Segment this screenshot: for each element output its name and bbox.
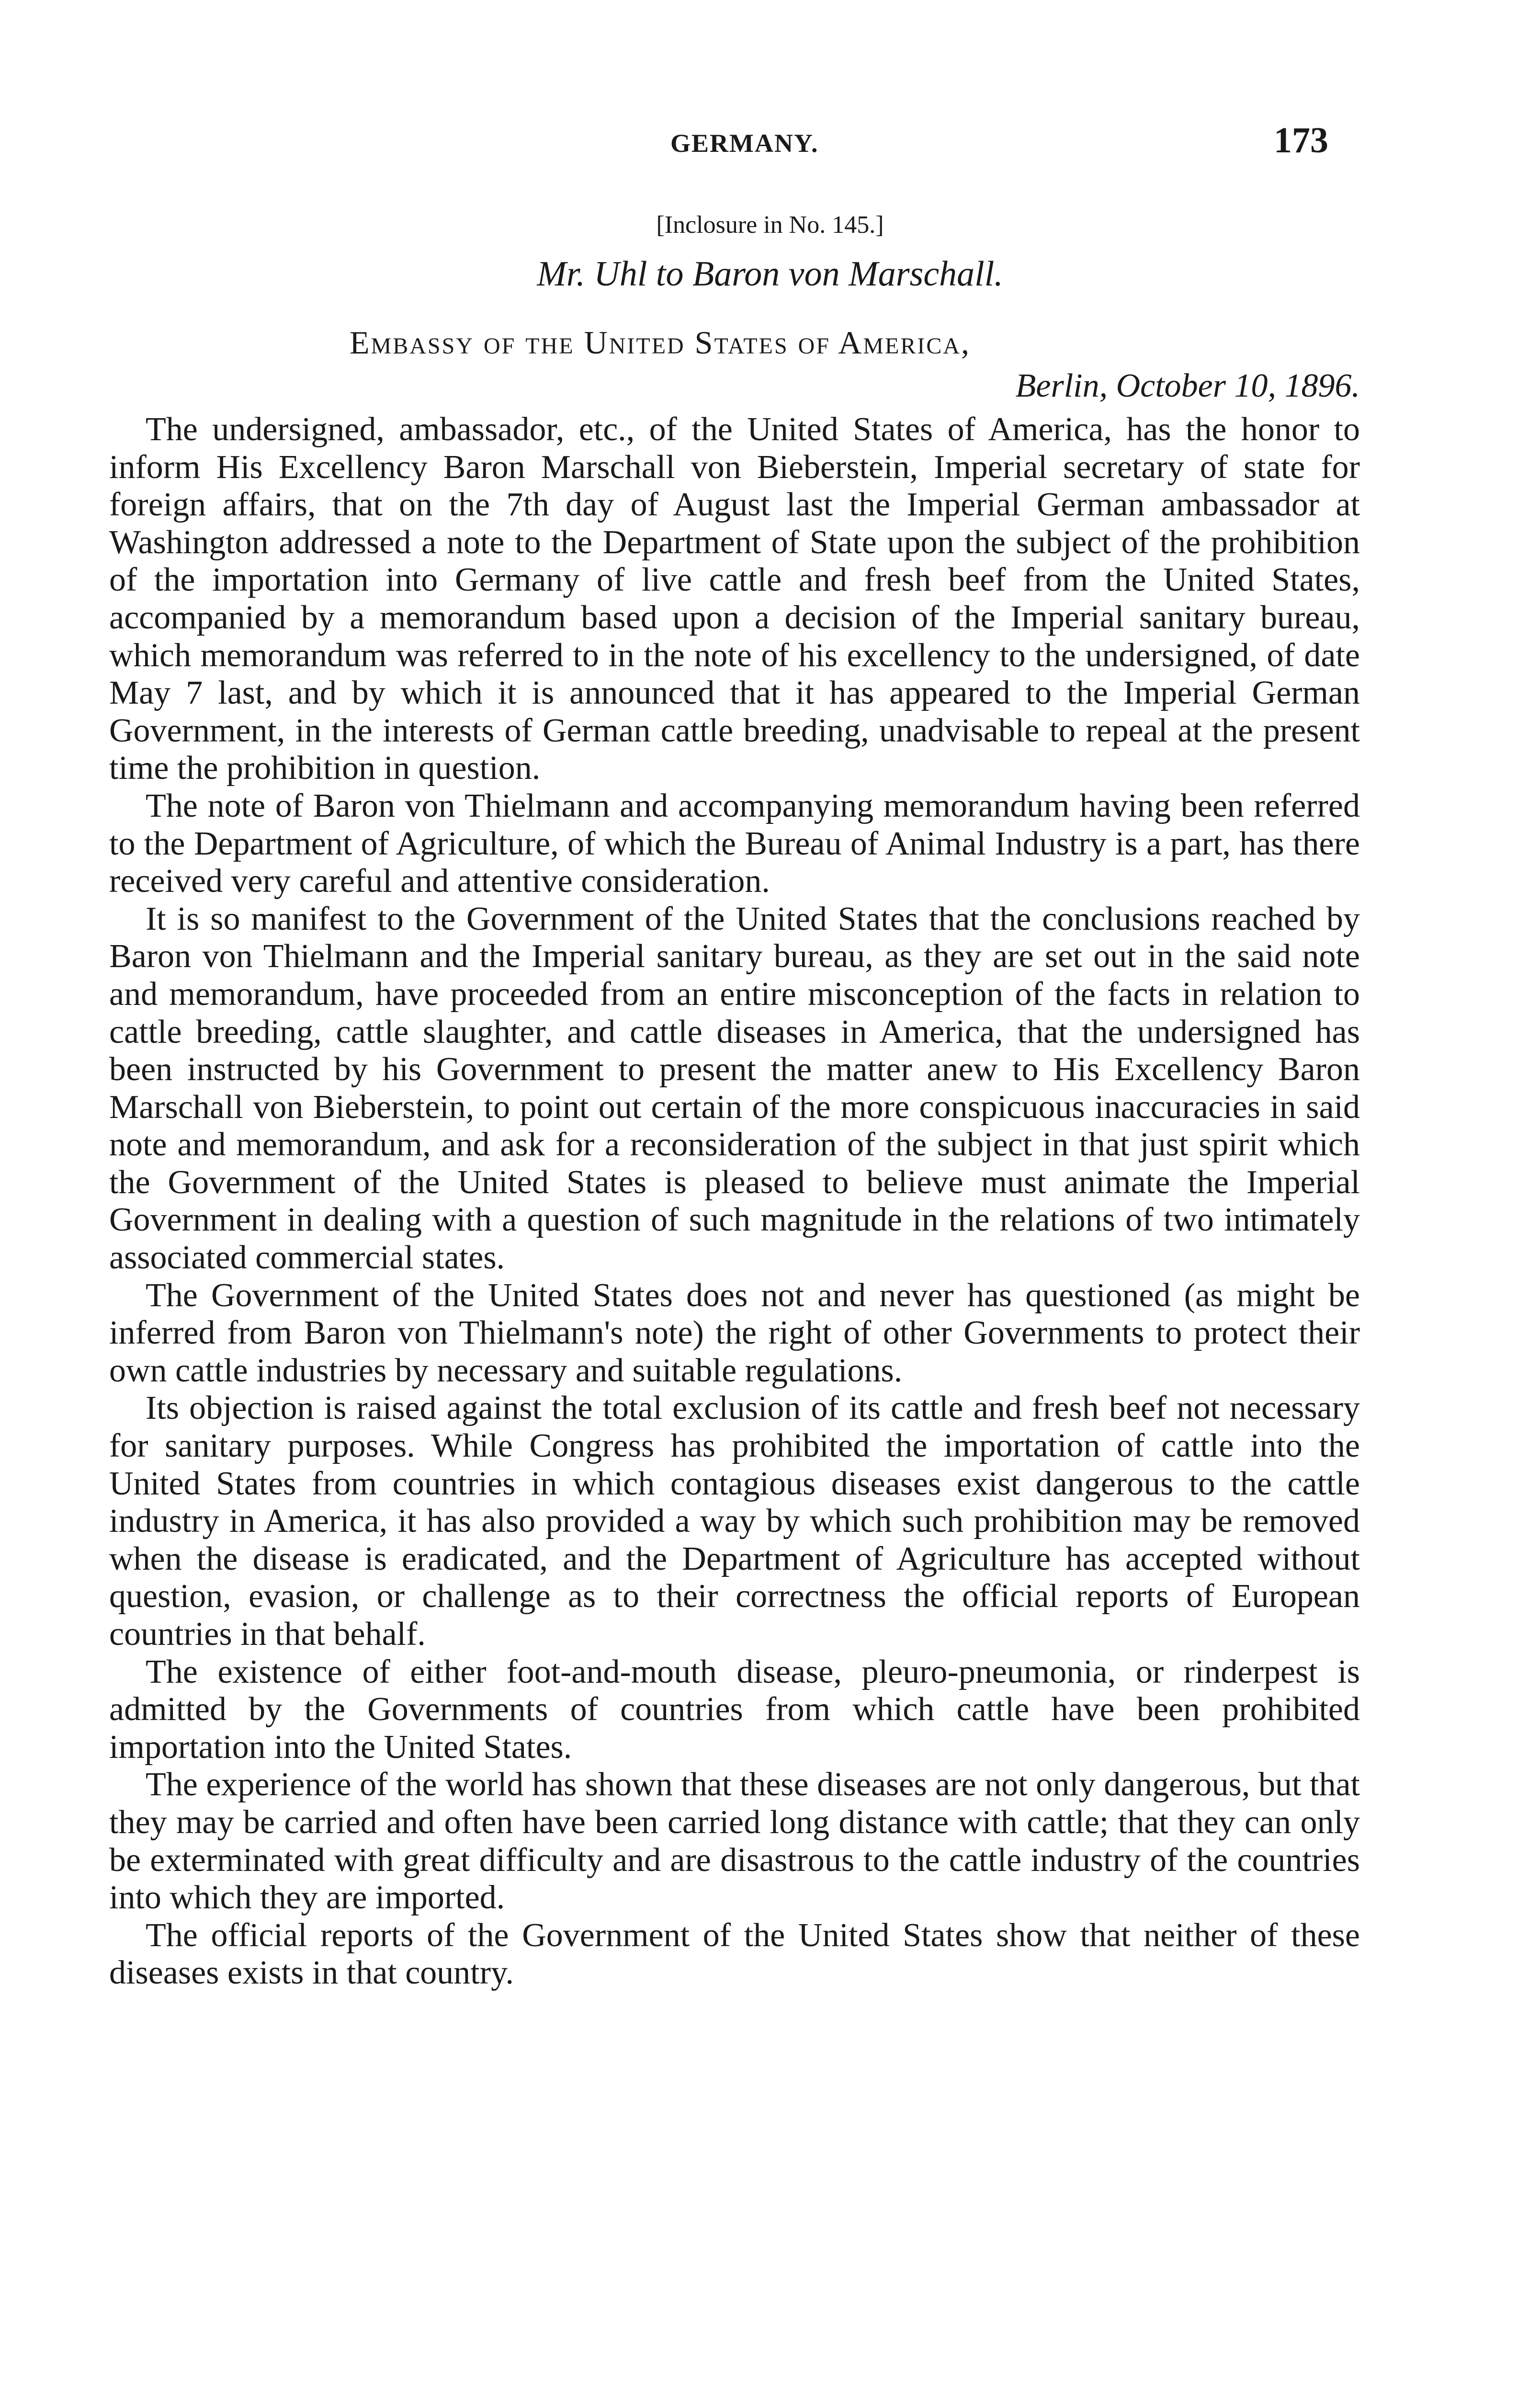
running-head: GERMANY.	[670, 129, 819, 158]
paragraph: Its objection is raised against the total exclusion of its cattle and fresh beef not necessary for sanitary purposes. While Congress has prohibited the importation of cattle into the United States from countries in which contagious diseases exist dangerous to the cattle industry in America, it has also provided a way by which such prohibition may be removed when the disease is eradicated, and the Department of Agriculture has accepted without question, evasion, or challenge as to their correctness the official reports of European countries in that behalf.	[109, 1390, 1360, 1653]
paragraph: The official reports of the Government of the United States show that neither of these diseases exists in that country.	[109, 1916, 1360, 1992]
paragraph: The undersigned, ambassador, etc., of the United States of America, has the honor to inform His Excellency Baron Marschall von Bieberstein, Imperial secretary of state for foreign affairs, that on the 7th day of August last the Imperial German ambassador at Washington addressed a note to the Department of State upon the subject of the prohibition of the importation into Germany of live cattle and fresh beef from the United States, accompanied by a memorandum based upon a decision of the Imperial sanitary bureau, which memorandum was referred to in the note of his excellency to the undersigned, of date May 7 last, and by which it is announced that it has appeared to the Imperial German Government, in the interests of German cattle breeding, unadvisable to repeal at the present time the prohibition in question.	[109, 411, 1360, 787]
letter-title: Mr. Uhl to Baron von Marschall.	[537, 254, 1003, 294]
page-number: 173	[1274, 120, 1328, 160]
paragraph: The existence of either foot-and-mouth disease, pleuro-pneumonia, or rinderpest is admitted by the Governments of countries from which cattle have been prohibited importation into the United States.	[109, 1653, 1360, 1766]
letter-body	[109, 411, 1360, 1992]
inclosure-note: [Inclosure in No. 145.]	[656, 211, 884, 239]
paragraph: The experience of the world has shown that these diseases are not only dangerous, but that they may be carried and often have been carried long distance with cattle; that they can only be exterminated with great difficulty and are disastrous to the cattle industry of the countries into which they are imported.	[109, 1766, 1360, 1916]
paragraph: It is so manifest to the Government of the United States that the conclusions reached by Baron von Thielmann and the Imperial sanitary bureau, as they are set out in the said note and memorandum, have proceeded from an entire misconception of the facts in relation to cattle breeding, cattle slaughter, and cattle diseases in America, that the undersigned has been instructed by his Government to present the matter anew to His Excellency Baron Marschall von Bieberstein, to point out certain of the more conspicuous inaccuracies in said note and memorandum, and ask for a reconsideration of the subject in that just spirit which the Government of the United States is pleased to believe must animate the Imperial Government in dealing with a question of such magnitude in the relations of two intimately associated commercial states.	[109, 900, 1360, 1277]
dateline: Berlin, October 10, 1896.	[1015, 367, 1360, 404]
embassy-line: Embassy of the United States of America,	[350, 324, 971, 361]
paragraph: The Government of the United States does not and never has questioned (as might be inferred from Baron von Thielmann's note) the right of other Governments to protect their own cattle industries by necessary and suitable regulations.	[109, 1277, 1360, 1389]
paragraph: The note of Baron von Thielmann and accompanying memorandum having been referred to the Department of Agriculture, of which the Bureau of Animal Industry is a part, has there received very careful and attentive consideration.	[109, 787, 1360, 900]
